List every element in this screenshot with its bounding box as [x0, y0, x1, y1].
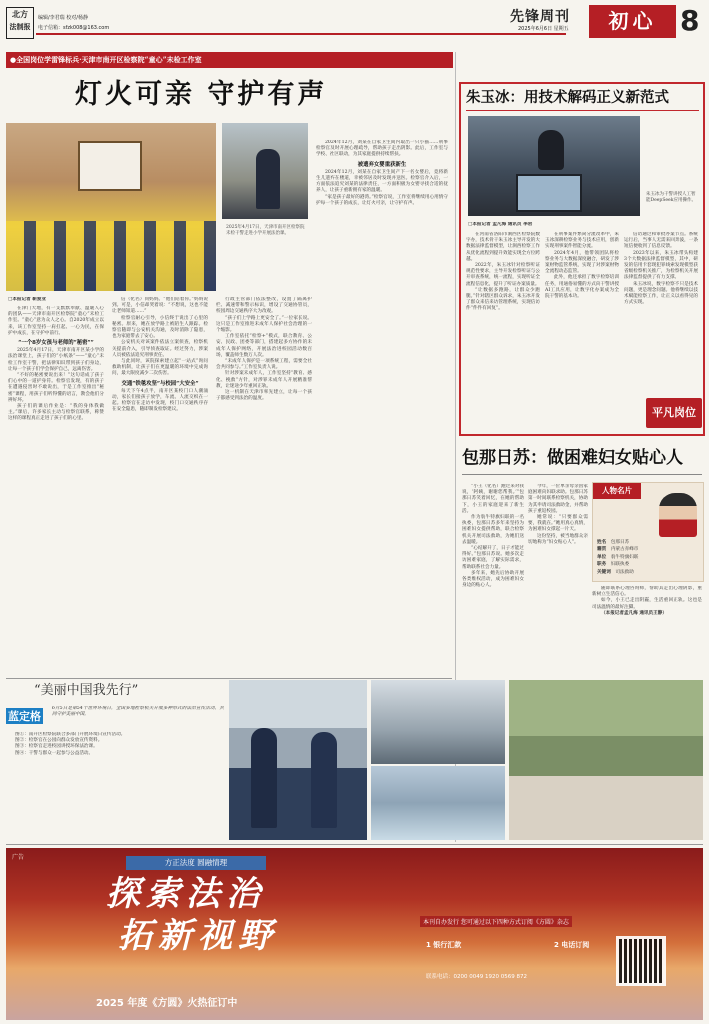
ad-block — [6, 848, 703, 1020]
classroom-board — [78, 141, 142, 191]
section-rule — [6, 844, 703, 845]
lanzhongge-brand — [6, 708, 50, 726]
ad-subscribe-line: 本刊自办发行 您可通过以下四种方式订阅《方圆》杂志 — [420, 916, 572, 927]
children-group — [6, 221, 216, 291]
paragraph: 这一机制在天津市率先建立，让每一个孩子都感受到法治的温度。 — [216, 390, 312, 402]
paragraph: 信（化名）同妈妈。“他们陪着你。”妈妈说到。可是，小信却哭着说：“不想说，这也不能让老师知道……” — [112, 297, 208, 315]
paragraph: 每天下午4点半，南开区某校门口人潮涌动，家长们接孩子放学，车流、人流交织在一起。检察官在走访中发现，校门口交通秩序存在安全隐患，随即制发检察建议。 — [112, 388, 208, 413]
beautiful-china-lead: 6月5日是第54个世界环境日，全国多地检察机关开展多种形式的法治宣传活动，共同守护美丽中国。 — [52, 706, 224, 718]
card-row-key: 姓名 — [597, 540, 607, 545]
card-row-value: 翁牛特旗妇联 — [610, 554, 639, 560]
paragraph: “不好的秘密要说出来！”这句话成了孩子们心中的一道护身符。检察官发现，有的孩子在遭遇侵害时不敢说出，于是工作室推出“秘密”课程，用孩子们听得懂的语言，教会他们分辨好坏。 — [8, 373, 104, 403]
paragraph: 2024年12月，刘某在自家卫生间内取出一只小猫……刑事检察官及时开展心理疏导，帮助孩子走出阴影。此后，工作室与学校、社区联动，为其家庭提供持续帮扶。 — [316, 140, 448, 158]
card-row-value: 妇联执委 — [610, 562, 630, 568]
paragraph: “孩子们上学路上更安全了。”一位家长说。这只是工作室推进未成年人保护社会治理的一个缩影。 — [216, 315, 312, 334]
paper-name-line1: 北方 — [12, 10, 28, 19]
profile-col-2 — [545, 232, 619, 428]
paragraph: 公安机关对该案件依法立案侦查，检察机关提前介入，引导侦查取证。经过努力，涉案人员被依法追究刑事责任。 — [112, 340, 208, 358]
beautiful-china-photo-2 — [371, 680, 505, 764]
card-row — [597, 539, 701, 546]
profile-col-3 — [624, 232, 698, 392]
profile-badge — [646, 398, 702, 428]
profile-title: 朱玉冰：用技术解码正义新范式 — [466, 89, 669, 106]
photo-caption: 图④：干警与群众一起参与公益活动。 — [15, 750, 94, 756]
editor-line: 编辑/李君瑞 校对/杨静 — [38, 15, 88, 21]
profile-photo-caption: 朱玉冰为干警讲授人工智能DeepSeek应用操作。 — [646, 192, 696, 203]
officer-figure — [311, 732, 337, 828]
section-name: 先锋周刊 — [510, 9, 570, 25]
paragraph: 孩子们的课后作业是：“我的身体我做主。”课后，许多家长主动与检察官联系，称赞这样的课程真正走进了孩子们的心里。 — [8, 404, 104, 422]
profile-col-1 — [466, 232, 540, 428]
paragraph: “小王（化名）跑过来对我说，‘阿姨，谢谢您帮我。’”包那日苏笑着回忆，在她的帮助下，小王的家庭迎来了新生活。 — [462, 484, 524, 514]
officer-figure — [251, 728, 277, 828]
paragraph: 检察官耐心引导，小信终于说出了心里的秘密。原来，她在放学路上被陌生人跟踪。检察官随即与公安机关沟通，及时消除了隐患，也为家庭带去了安心。 — [112, 315, 208, 340]
card-row-value: 包那日苏 — [610, 540, 630, 545]
paragraph: 多年来，她先后协助开展各类维权活动，成为困难妇女身边的贴心人。 — [462, 570, 524, 589]
monitor-screen — [516, 174, 582, 212]
ad-contact: 联系电话：0200 0049 1920 0569 872 — [426, 974, 527, 980]
top-banner-text: ●全国岗位学雷锋标兵·天津市南开区检察院“童心”未检工作室 — [10, 55, 202, 64]
photo-caption: 图①：南开区检察院联合多部门开展环境日宣传活动。 — [15, 732, 126, 737]
paragraph: 如今，小王已走出阴霾，生活重回正轨。这也是司法温情的最好注脚。 — [592, 598, 702, 610]
paragraph: “让数据多跑路，让群众少跑腿。”针对辖区群众诉求，朱玉冰开发了群众来信来访管理系统，实现信访件“件件有回复”。 — [466, 287, 540, 312]
paragraph: “家是孩子最好的港湾。”检察官说，工作室将继续用心用情守护每一个孩子的成长，让灯火可亲，让守护有声。 — [316, 194, 448, 206]
card-row-key: 单位 — [597, 554, 607, 560]
brand-block: 蓝定格 — [8, 710, 41, 723]
column-name: 初心 — [608, 9, 657, 33]
subhead: “一个8岁女孩与老师的“秘密”” — [18, 340, 94, 347]
card-row — [597, 561, 701, 568]
main-story-photo-1 — [6, 123, 216, 291]
prosecutor-figure — [256, 149, 280, 209]
paragraph: 朱玉冰说，数字检察不只是技术问题，更是理念问题。他将继续以技术赋能检察工作，让正义以看得见的方式实现。 — [624, 281, 698, 306]
profile-byline: □本报记者 孟凡海 通讯员 李岩 — [468, 222, 533, 227]
column-name-box — [589, 5, 676, 38]
main-story-byline: □本报记者 靳爱亚 — [8, 297, 47, 302]
paragraph: 2023年以来，朱玉冰带头构建3个大数据法律监督模型，其中，研发的信用卡套现犯罪线索发现模型获省级检察机关推广，为检察机关开展法律监督提供了有力支撑。 — [624, 250, 698, 281]
card-row — [597, 569, 701, 576]
card-row-key: 职务 — [597, 562, 607, 568]
card-row-key: 籍贯 — [597, 547, 607, 553]
paragraph: 2024年12月，刘某在自家卫生间产下一名女婴后，竟将新生儿遗弃在楼道，幸被邻居及时发现并送医。检察官介入后，一方面依法追究刘某的法律责任，一方面积极为女婴寻找合适的抚养人，让孩子重新拥有家的温暖。 — [316, 169, 448, 194]
beautiful-china-captions — [6, 732, 224, 836]
photo-caption: 图②：检察官在公园向群众发放宣传资料。 — [15, 738, 103, 744]
paragraph: 工作室依托“检察+”模式，联合教育、公安、民政、团委等部门，搭建起多方协作的未成年人保护网络，开展法治进校园活动数百场，覆盖师生数万人次。 — [216, 334, 312, 358]
ad-method-2: 2 电话订阅 — [554, 941, 590, 949]
paragraph: “未成年人保护是一项系统工程，需要全社会共同参与。”工作室负责人说。 — [216, 359, 312, 371]
profile-photo — [468, 116, 640, 216]
main-story-photo-2-caption: 2025年4月17日，天津市南开区检察院未检干警走进小学开展法治课。 — [226, 225, 305, 236]
card-row — [597, 554, 701, 561]
paragraph: 行政主管部门依法整改，设置了隔离护栏、减速带和警示标识，增设了交通协管员，校园周边交通秩序大为改观。 — [216, 297, 312, 315]
card-row-key: 关键词 — [597, 569, 611, 575]
paragraph: 2024年4月，他带领团队将检察业务与大数据深度融合，研发了涉案财物监管系统，实现了对涉案财物全流程动态监管。 — [545, 250, 619, 275]
paragraph: 在河南省洛阳市涧西区检察院数字办，技术骨干朱玉冰主导开发的大数据法律监督模型，让涧西检察工作从优化流程到提升效能实现全方位跨越。 — [466, 232, 540, 262]
beautiful-china-rule — [6, 678, 452, 679]
paragraph: 2022年，朱玉冰针对检察听证规范性要求，主导开发检察听证与公开审查系统，统一流程，实现听证全流程信息化，提升了听证办案质量。 — [466, 263, 540, 287]
masthead-rule — [36, 33, 566, 35]
card-row-value: 司法救助 — [615, 569, 634, 575]
second-profile-title: 包那日苏：做困难妇女贴心人 — [462, 448, 683, 468]
profile-title-rule — [466, 110, 699, 111]
masthead — [0, 0, 709, 46]
ad-label: 广告 — [12, 854, 25, 861]
main-story-title: 灯火可亲 守护有声 — [75, 79, 328, 110]
qr-code-icon — [616, 936, 666, 986]
paragraph: 她常说：“只要群众需要，我就在。”她用真心真情，为困难妇女撑起一片天。 — [528, 515, 588, 533]
person-card-rows — [597, 539, 701, 579]
beautiful-china-photo-3 — [371, 766, 505, 840]
ad-title-2: 拓新视野 — [118, 916, 278, 956]
person-portrait — [659, 493, 697, 537]
paragraph: 作为翁牛特旗妇联的一名执委，包那日苏多年来坚持为困难妇女提供帮助，联合检察机关开展司法救助，为她们送去温暖。 — [462, 515, 524, 545]
person-card-title — [593, 483, 641, 499]
ad-banner — [126, 856, 266, 870]
paragraph: 随即联系心理咨询师，帮助其走出心理阴影，重新树立生活信心。 — [592, 586, 702, 598]
page-number: 8 — [680, 4, 700, 37]
paragraph: 这份坚持，被当地群众亲切地称为“妇女贴心人”。 — [528, 533, 588, 545]
subhead: 交通“铁毯攻坚”与校园“大安全” — [121, 380, 199, 387]
presenter-figure — [538, 130, 564, 170]
photo-caption: 图③：检察官走进校园讲授环保法治课。 — [15, 744, 98, 750]
paragraph: 今年，一位单亲母亲因家庭困难向妇联求助。包那日苏第一时间联系检察机关，协助为其申请司法救助金，并帮助孩子重返校园。 — [528, 484, 588, 514]
person-card-title-text: 人物名片 — [602, 486, 632, 495]
paragraph: 此外，他还承担了数字检察培训任务，用通俗易懂的方式向干警讲授AI工具应用，让数字化办案成为全院干警的基本功。 — [545, 275, 619, 300]
beautiful-china-photo-1 — [229, 680, 367, 840]
paper-logo — [6, 7, 34, 39]
paragraph: 针对涉案未成年人，工作室坚持“教育、感化、挽救”方针，对涉罪未成年人开展精准帮教，让迷途少年重回正轨。 — [216, 371, 312, 389]
paragraph: “心结解开了，日子才能过得好。”包那日苏说。她多次走访困难家庭，了解实际需求，帮助联系社会力量。 — [462, 546, 524, 570]
subhead: 被遗弃女婴重获新生 — [357, 161, 407, 168]
profile-badge-label: 平凡岗位 — [652, 406, 696, 419]
paragraph: 与此同时，该院探索建立起“一站式”询问救助机制，让孩子们在更温暖的环境中完成询问，最大限度减少二次伤害。 — [112, 359, 208, 377]
paper-name-line2: 法制报 — [9, 23, 31, 31]
top-banner — [6, 52, 453, 68]
paragraph: 在津门大地，有一支默默奉献、温暖人心的团队——天津市南开区检察院“童心”未检工作室。“童心”意为众人之心。自2020年成立以来，该工作室坚持一肩扛起、一心为民，在保护中成长，在守护中前行。 — [8, 306, 104, 336]
paragraph: 信访通过和审批办案节点。系统运行后，当事人无需来回奔波，一条短信便收到了信息反馈。 — [624, 232, 698, 250]
second-profile-title-rule — [462, 474, 702, 475]
main-story-photo-2 — [222, 123, 308, 219]
paragraph: 2025年4月17日，天津市南开区某小学的法治课堂上，孩子们的“小纸条”——“童心”未检工作室干警，把法律知识带到孩子们身边，让每一个孩子们学会保护自己，远离伤害。 — [8, 348, 104, 372]
card-row-value: 内蒙古赤峰市 — [610, 547, 639, 553]
person-card — [592, 482, 704, 582]
paragraph: （本报记者孟凡海 通讯员王静） — [601, 610, 667, 616]
ad-method-1: 1 银行汇款 — [426, 941, 462, 949]
ad-year-line: 2025 年度《方圆》火热征订中 — [96, 998, 238, 1009]
beautiful-china-title: “美丽中国我先行” — [34, 683, 139, 698]
beautiful-china-photo-4 — [509, 680, 703, 840]
ad-title-1: 探索法治 — [106, 874, 266, 914]
paragraph: 在刑事案件繁简分流改革中，朱玉冰深耕检察业务与技术应用，创新实现刑事案件智能分流。 — [545, 232, 619, 250]
date-line: 2025年6月6日 星期五 — [518, 26, 569, 32]
ad-banner-text: 方正法度 圆融情理 — [164, 858, 228, 867]
email-line: 电子信箱：sfzk008@163.com — [38, 25, 110, 31]
card-row — [597, 546, 701, 553]
